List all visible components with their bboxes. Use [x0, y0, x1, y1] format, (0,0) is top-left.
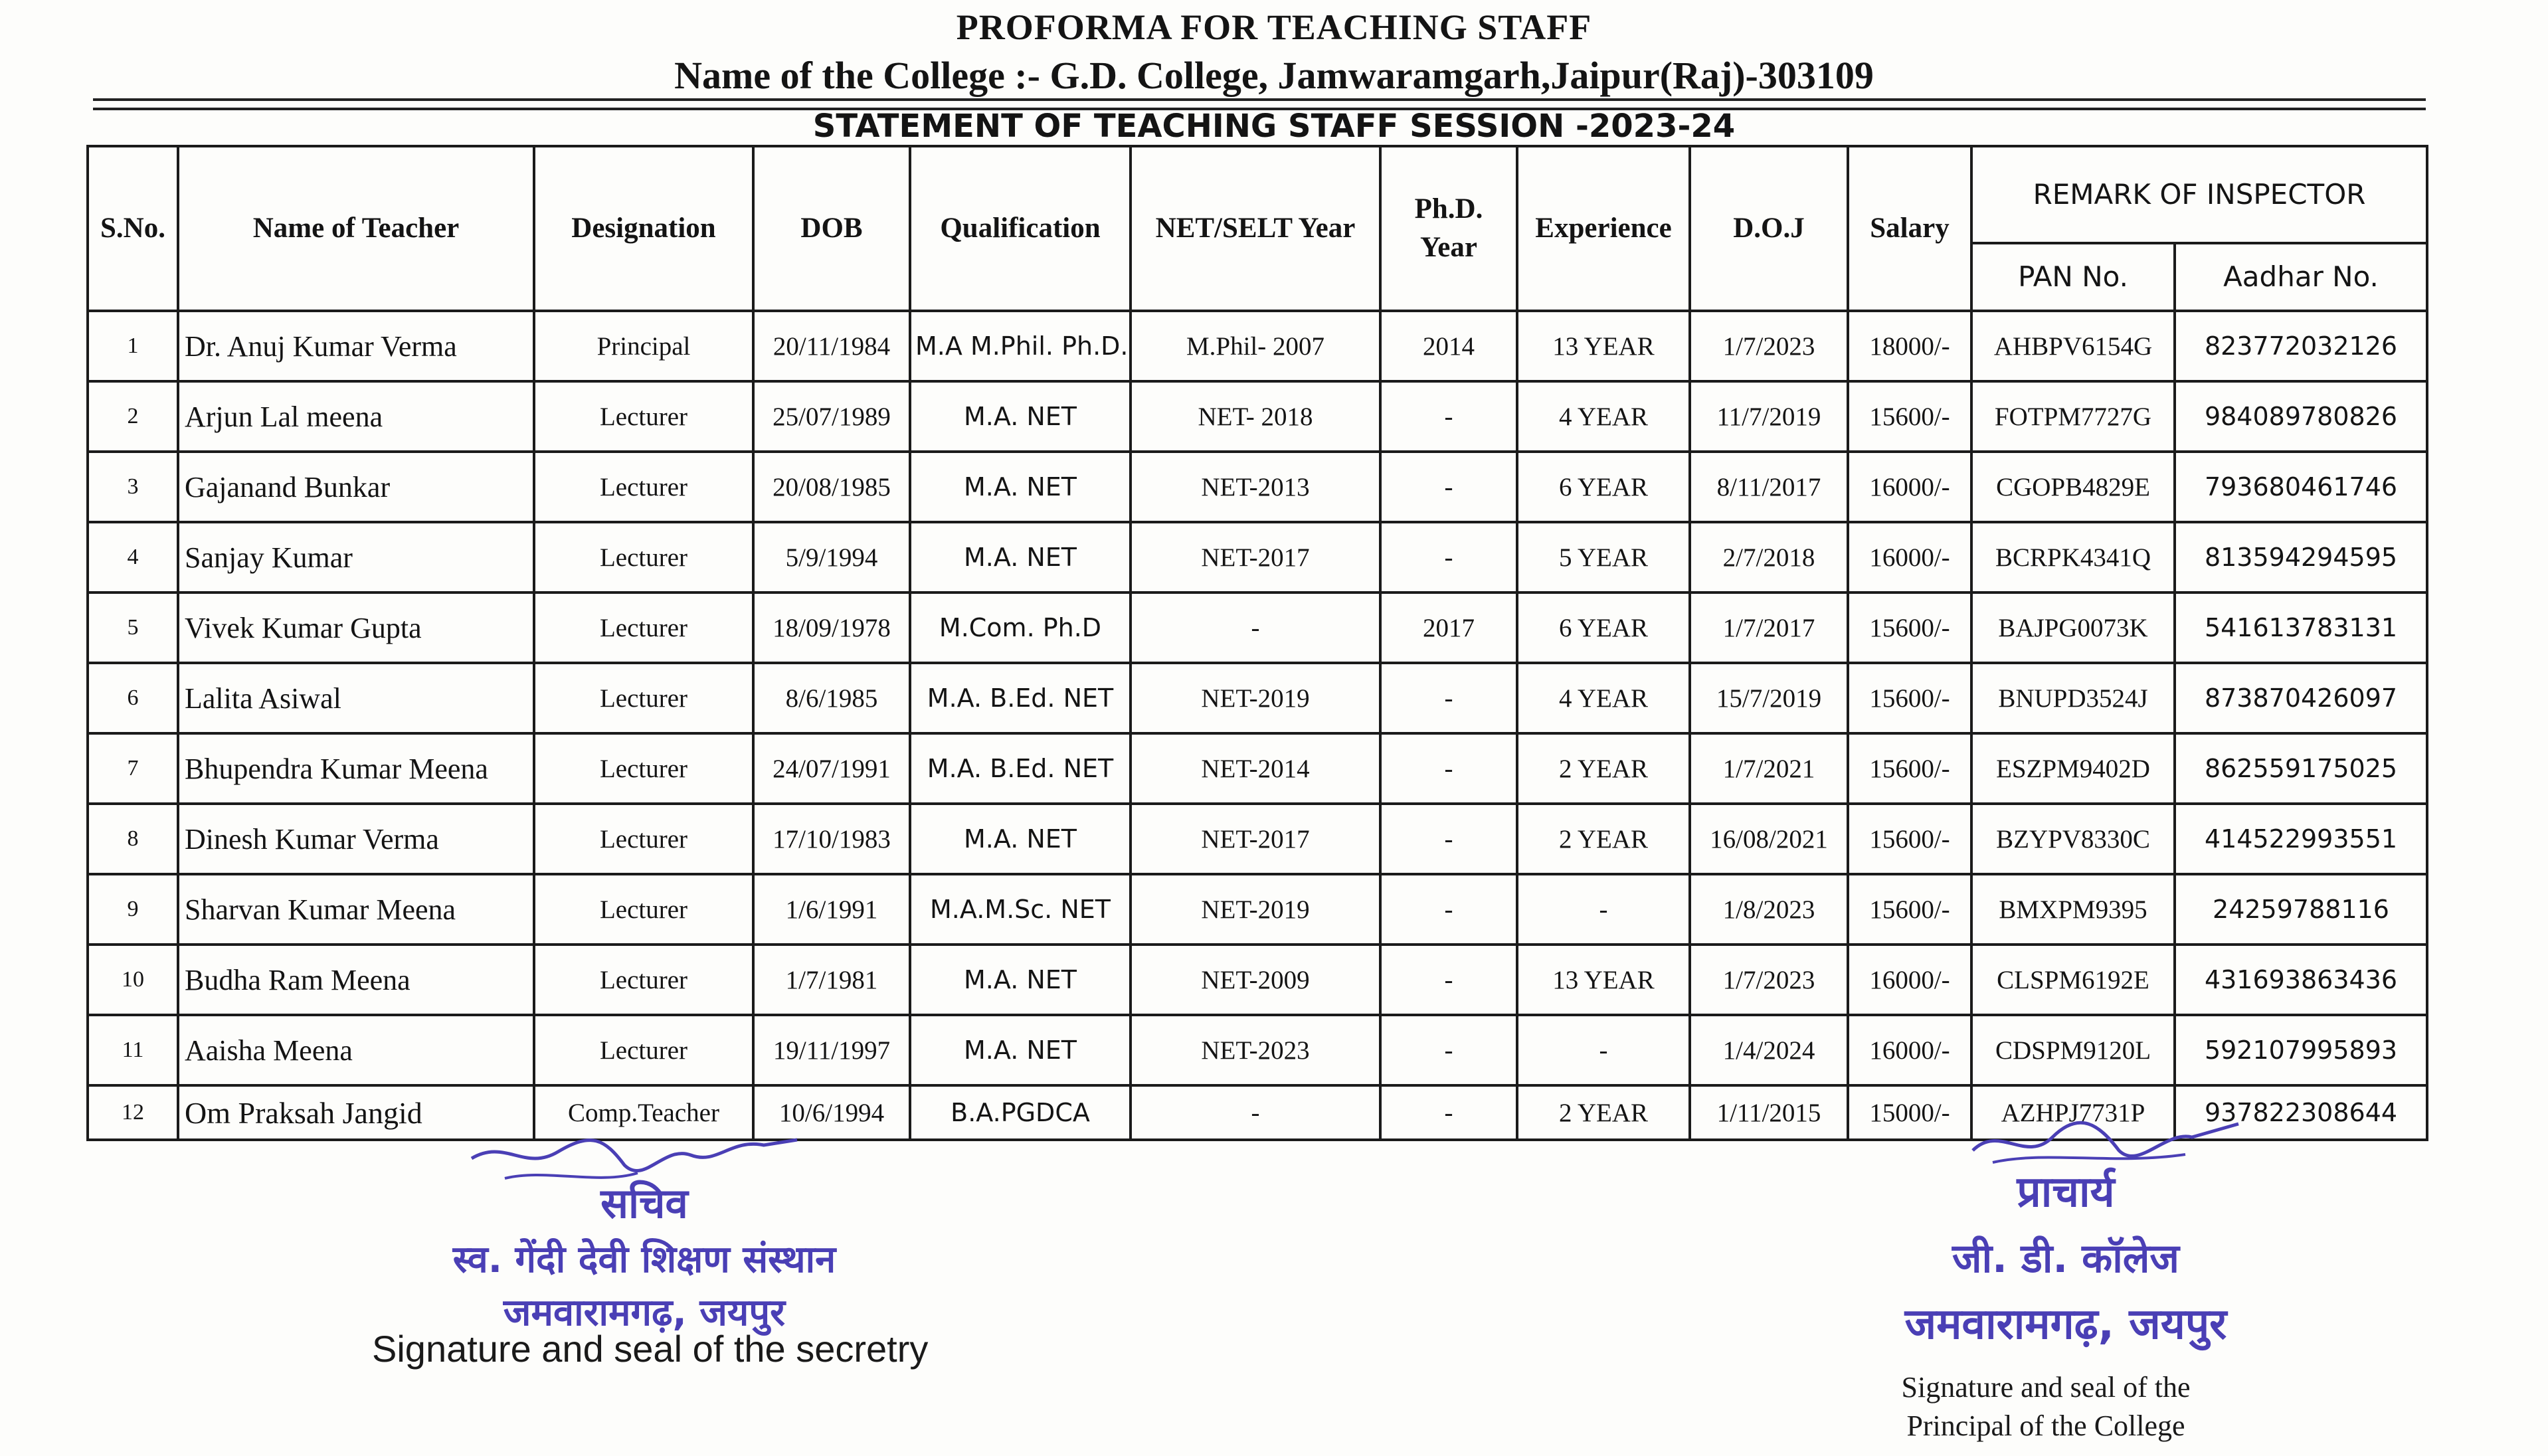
cell-sno: 8 [88, 804, 178, 874]
cell-experience: 5 YEAR [1517, 522, 1690, 592]
table-body [88, 311, 2427, 1140]
cell-aadhar: 541613783131 [2175, 592, 2427, 663]
cell-designation: Lecturer [534, 663, 753, 733]
cell-aadhar: 793680461746 [2175, 452, 2427, 522]
table-row [88, 733, 2427, 804]
cell-doj: 1/4/2024 [1690, 1015, 1848, 1085]
cell-aadhar: 937822308644 [2175, 1085, 2427, 1140]
cell-net: NET- 2018 [1131, 381, 1380, 452]
secretary-seal-line1: सचिव [600, 1179, 688, 1228]
cell-qualification: B.A.PGDCA [910, 1085, 1131, 1140]
cell-qualification: M.A. NET [910, 522, 1131, 592]
cell-doj: 1/11/2015 [1690, 1085, 1848, 1140]
header-aadhar: Aadhar No. [2175, 243, 2427, 311]
secretary-seal-line2: स्व. गेंदी देवी शिक्षण संस्थान [452, 1238, 836, 1281]
cell-salary: 15600/- [1848, 874, 1971, 945]
header-salary: Salary [1848, 146, 1971, 311]
table-row [88, 592, 2427, 663]
header-phd-line1: Ph.D. [1414, 193, 1483, 225]
table-row [88, 381, 2427, 452]
header-phd-year [1380, 146, 1517, 311]
header-remark-of-inspector: REMARK OF INSPECTOR [1971, 146, 2427, 243]
cell-phd: 2014 [1380, 311, 1517, 381]
cell-phd: - [1380, 874, 1517, 945]
cell-phd: - [1380, 804, 1517, 874]
cell-salary: 15000/- [1848, 1085, 1971, 1140]
principal-caption-line2: Principal of the College [1906, 1410, 2185, 1442]
table-row [88, 874, 2427, 945]
principal-seal [1833, 1161, 2298, 1351]
cell-aadhar: 592107995893 [2175, 1015, 2427, 1085]
cell-doj: 1/7/2017 [1690, 592, 1848, 663]
cell-dob: 20/08/1985 [753, 452, 910, 522]
cell-dob: 1/7/1981 [753, 945, 910, 1015]
cell-net: NET-2019 [1131, 874, 1380, 945]
cell-dob: 10/6/1994 [753, 1085, 910, 1140]
proforma-title: PROFORMA FOR TEACHING STAFF [956, 7, 1592, 47]
cell-net: M.Phil- 2007 [1131, 311, 1380, 381]
secretary-caption: Signature and seal of the secretry [372, 1328, 929, 1370]
college-name: Name of the College :- G.D. College, Jamwaramgarh,Jaipur(Raj)-303109 [674, 54, 1874, 97]
cell-salary: 18000/- [1848, 311, 1971, 381]
cell-designation: Lecturer [534, 592, 753, 663]
cell-doj: 1/7/2023 [1690, 311, 1848, 381]
cell-net: - [1131, 592, 1380, 663]
cell-aadhar: 24259788116 [2175, 874, 2427, 945]
cell-pan: BCRPK4341Q [1971, 522, 2175, 592]
cell-name: Budha Ram Meena [178, 945, 534, 1015]
cell-salary: 15600/- [1848, 381, 1971, 452]
cell-sno: 2 [88, 381, 178, 452]
cell-sno: 9 [88, 874, 178, 945]
cell-name: Bhupendra Kumar Meena [178, 733, 534, 804]
cell-experience: 6 YEAR [1517, 452, 1690, 522]
table-row [88, 1015, 2427, 1085]
cell-pan: AHBPV6154G [1971, 311, 2175, 381]
cell-designation: Lecturer [534, 804, 753, 874]
cell-dob: 8/6/1985 [753, 663, 910, 733]
cell-dob: 18/09/1978 [753, 592, 910, 663]
cell-phd: - [1380, 945, 1517, 1015]
header-dob: DOB [753, 146, 910, 311]
cell-experience: - [1517, 1015, 1690, 1085]
cell-experience: 13 YEAR [1517, 945, 1690, 1015]
cell-net: NET-2023 [1131, 1015, 1380, 1085]
table-row [88, 452, 2427, 522]
table-row [88, 311, 2427, 381]
cell-sno: 11 [88, 1015, 178, 1085]
cell-qualification: M.Com. Ph.D [910, 592, 1131, 663]
cell-phd: - [1380, 733, 1517, 804]
cell-designation: Lecturer [534, 452, 753, 522]
cell-phd: - [1380, 522, 1517, 592]
cell-doj: 1/8/2023 [1690, 874, 1848, 945]
cell-designation: Lecturer [534, 733, 753, 804]
cell-doj: 16/08/2021 [1690, 804, 1848, 874]
cell-dob: 1/6/1991 [753, 874, 910, 945]
principal-seal-line3: जमवारामगढ़, जयपुर [1904, 1300, 2227, 1349]
cell-dob: 25/07/1989 [753, 381, 910, 452]
cell-net: NET-2013 [1131, 452, 1380, 522]
cell-name: Om Praksah Jangid [178, 1085, 534, 1140]
header-pan: PAN No. [1971, 243, 2175, 311]
header-qualification: Qualification [910, 146, 1131, 311]
cell-name: Dinesh Kumar Verma [178, 804, 534, 874]
cell-name: Aaisha Meena [178, 1015, 534, 1085]
cell-pan: CLSPM6192E [1971, 945, 2175, 1015]
teaching-staff-table [86, 145, 2428, 1141]
cell-net: NET-2017 [1131, 804, 1380, 874]
cell-salary: 15600/- [1848, 663, 1971, 733]
cell-name: Dr. Anuj Kumar Verma [178, 311, 534, 381]
cell-dob: 17/10/1983 [753, 804, 910, 874]
cell-experience: 6 YEAR [1517, 592, 1690, 663]
cell-pan: AZHPJ7731P [1971, 1085, 2175, 1140]
cell-qualification: M.A. NET [910, 1015, 1131, 1085]
cell-net: NET-2019 [1131, 663, 1380, 733]
cell-designation: Lecturer [534, 945, 753, 1015]
cell-sno: 6 [88, 663, 178, 733]
cell-designation: Principal [534, 311, 753, 381]
cell-pan: CGOPB4829E [1971, 452, 2175, 522]
cell-phd: - [1380, 663, 1517, 733]
cell-aadhar: 862559175025 [2175, 733, 2427, 804]
cell-doj: 1/7/2021 [1690, 733, 1848, 804]
cell-pan: CDSPM9120L [1971, 1015, 2175, 1085]
cell-qualification: M.A. B.Ed. NET [910, 663, 1131, 733]
cell-dob: 19/11/1997 [753, 1015, 910, 1085]
cell-sno: 12 [88, 1085, 178, 1140]
cell-name: Sharvan Kumar Meena [178, 874, 534, 945]
cell-experience: 13 YEAR [1517, 311, 1690, 381]
secretary-seal [392, 1174, 897, 1336]
cell-aadhar: 431693863436 [2175, 945, 2427, 1015]
cell-doj: 1/7/2023 [1690, 945, 1848, 1015]
cell-phd: - [1380, 1015, 1517, 1085]
cell-aadhar: 414522993551 [2175, 804, 2427, 874]
cell-salary: 15600/- [1848, 804, 1971, 874]
cell-phd: - [1380, 1085, 1517, 1140]
table-row [88, 663, 2427, 733]
cell-phd: 2017 [1380, 592, 1517, 663]
cell-net: NET-2014 [1131, 733, 1380, 804]
header-phd-line2: Year [1420, 232, 1477, 263]
cell-aadhar: 984089780826 [2175, 381, 2427, 452]
table-row [88, 804, 2427, 874]
cell-experience: 2 YEAR [1517, 733, 1690, 804]
cell-dob: 5/9/1994 [753, 522, 910, 592]
cell-sno: 1 [88, 311, 178, 381]
cell-dob: 24/07/1991 [753, 733, 910, 804]
cell-qualification: M.A. NET [910, 945, 1131, 1015]
cell-salary: 16000/- [1848, 522, 1971, 592]
header-doj: D.O.J [1690, 146, 1848, 311]
cell-pan: BNUPD3524J [1971, 663, 2175, 733]
cell-aadhar: 813594294595 [2175, 522, 2427, 592]
cell-pan: BAJPG0073K [1971, 592, 2175, 663]
cell-salary: 16000/- [1848, 452, 1971, 522]
cell-dob: 20/11/1984 [753, 311, 910, 381]
cell-designation: Lecturer [534, 874, 753, 945]
cell-name: Lalita Asiwal [178, 663, 534, 733]
cell-doj: 15/7/2019 [1690, 663, 1848, 733]
principal-caption-line1: Signature and seal of the [1901, 1371, 2191, 1404]
cell-salary: 16000/- [1848, 1015, 1971, 1085]
cell-qualification: M.A. NET [910, 381, 1131, 452]
header-name: Name of Teacher [178, 146, 534, 311]
cell-experience: 2 YEAR [1517, 804, 1690, 874]
header-designation: Designation [534, 146, 753, 311]
cell-name: Sanjay Kumar [178, 522, 534, 592]
cell-sno: 7 [88, 733, 178, 804]
cell-designation: Lecturer [534, 522, 753, 592]
principal-seal-line2: जी. डी. कॉलेज [1952, 1235, 2179, 1282]
table-row [88, 945, 2427, 1015]
header-divider [93, 98, 2426, 101]
cell-experience: - [1517, 874, 1690, 945]
secretary-seal-line3: जमवारामगढ़, जयपुर [503, 1291, 786, 1334]
cell-qualification: M.A.M.Sc. NET [910, 874, 1131, 945]
cell-doj: 8/11/2017 [1690, 452, 1848, 522]
cell-sno: 10 [88, 945, 178, 1015]
cell-pan: BZYPV8330C [1971, 804, 2175, 874]
cell-designation: Comp.Teacher [534, 1085, 753, 1140]
cell-sno: 4 [88, 522, 178, 592]
table-row [88, 522, 2427, 592]
header-net-selt-year: NET/SELT Year [1131, 146, 1380, 311]
header-sno: S.No. [88, 146, 178, 311]
cell-net: NET-2017 [1131, 522, 1380, 592]
cell-phd: - [1380, 381, 1517, 452]
cell-name: Arjun Lal meena [178, 381, 534, 452]
cell-doj: 11/7/2019 [1690, 381, 1848, 452]
cell-qualification: M.A M.Phil. Ph.D. [910, 311, 1131, 381]
cell-salary: 15600/- [1848, 733, 1971, 804]
cell-net: - [1131, 1085, 1380, 1140]
cell-doj: 2/7/2018 [1690, 522, 1848, 592]
cell-aadhar: 823772032126 [2175, 311, 2427, 381]
cell-phd: - [1380, 452, 1517, 522]
cell-experience: 4 YEAR [1517, 381, 1690, 452]
cell-net: NET-2009 [1131, 945, 1380, 1015]
cell-salary: 16000/- [1848, 945, 1971, 1015]
cell-designation: Lecturer [534, 381, 753, 452]
header-experience: Experience [1517, 146, 1690, 311]
cell-designation: Lecturer [534, 1015, 753, 1085]
principal-caption [1820, 1368, 2272, 1445]
principal-seal-line1: प्राचार्य [2017, 1168, 2115, 1217]
cell-sno: 3 [88, 452, 178, 522]
statement-title: STATEMENT OF TEACHING STAFF SESSION -2023-24 [812, 108, 1736, 145]
cell-aadhar: 873870426097 [2175, 663, 2427, 733]
cell-experience: 2 YEAR [1517, 1085, 1690, 1140]
cell-qualification: M.A. NET [910, 452, 1131, 522]
cell-name: Vivek Kumar Gupta [178, 592, 534, 663]
cell-pan: ESZPM9402D [1971, 733, 2175, 804]
cell-name: Gajanand Bunkar [178, 452, 534, 522]
cell-sno: 5 [88, 592, 178, 663]
cell-qualification: M.A. NET [910, 804, 1131, 874]
cell-pan: FOTPM7727G [1971, 381, 2175, 452]
cell-pan: BMXPM9395 [1971, 874, 2175, 945]
cell-qualification: M.A. B.Ed. NET [910, 733, 1131, 804]
cell-experience: 4 YEAR [1517, 663, 1690, 733]
cell-salary: 15600/- [1848, 592, 1971, 663]
